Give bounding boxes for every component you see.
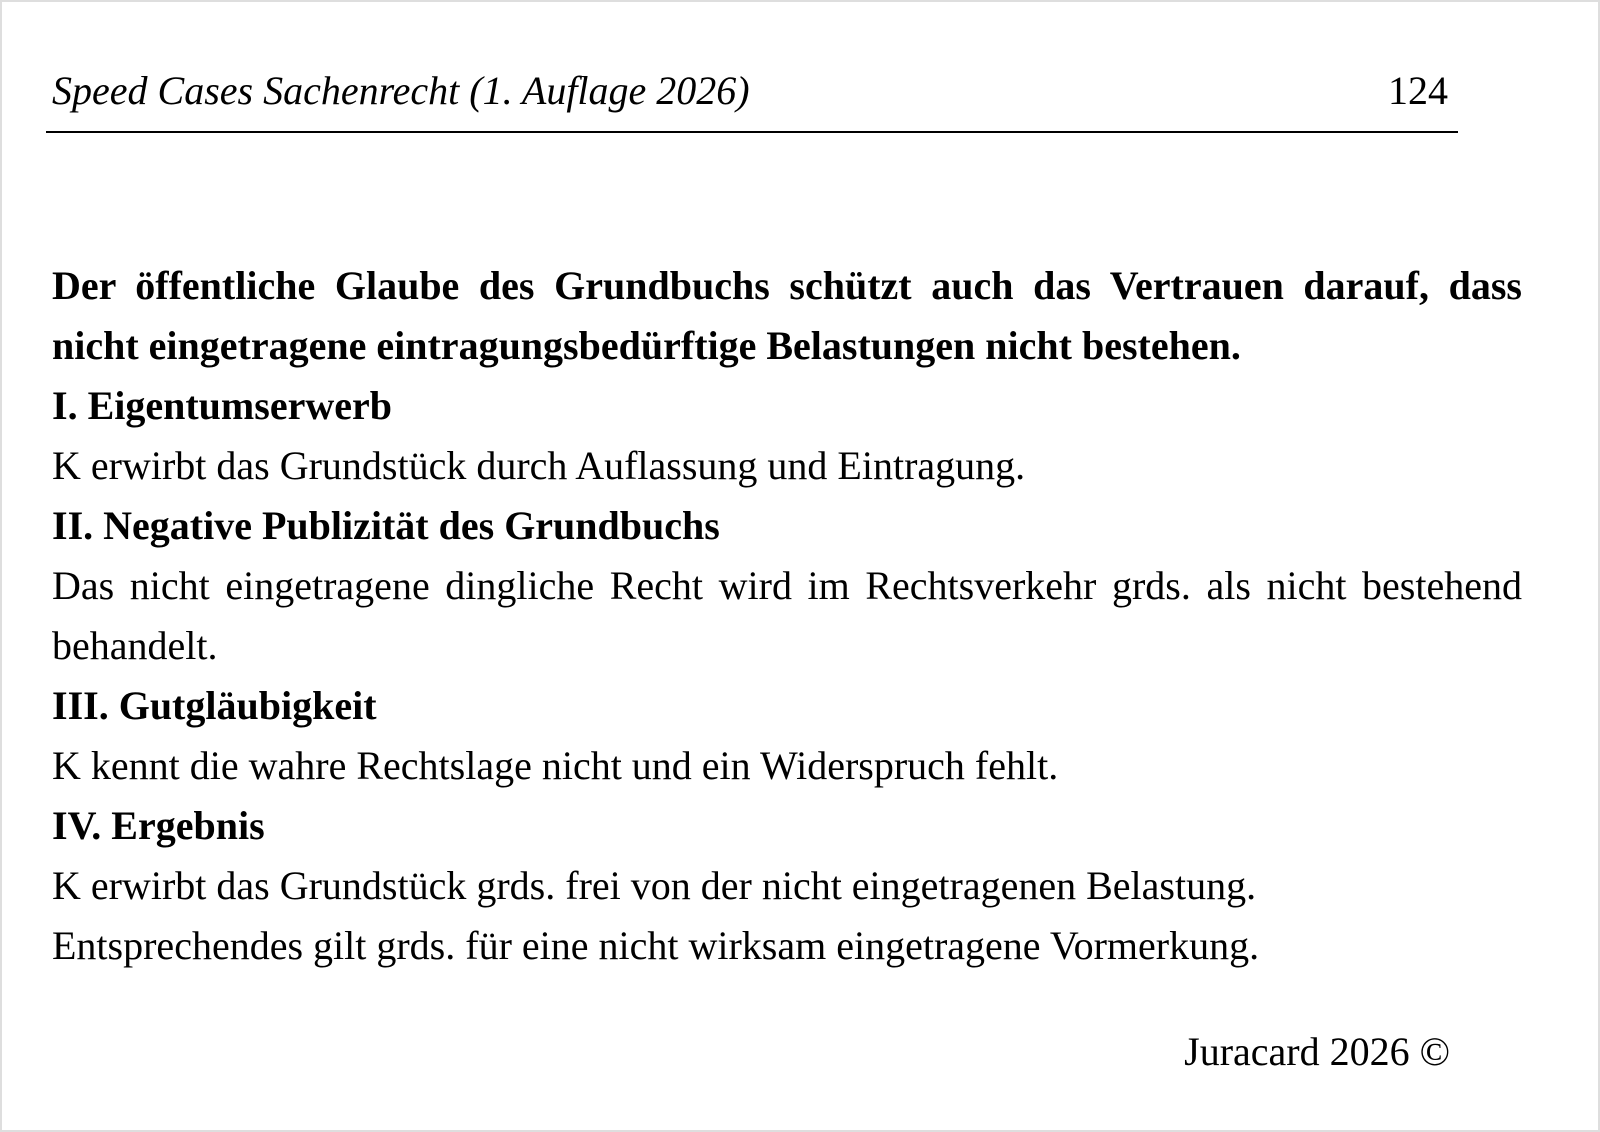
section-text-negative-publizitaet: Das nicht eingetragene dingliche Recht wird im Rechtsverkehr grds. als nicht bestehend behandelt. (52, 563, 1522, 668)
page-number: 124 (1388, 68, 1448, 113)
section-heading-ergebnis: IV. Ergebnis (52, 803, 265, 848)
section-text-ergebnis: K erwirbt das Grundstück grds. frei von der nicht eingetragenen Belastung. (52, 863, 1257, 908)
section-heading-negative-publizitaet: II. Negative Publizität des Grundbuchs (52, 503, 720, 548)
section-heading-gutglaeubigkeit: III. Gutgläubigkeit (52, 683, 377, 728)
section-heading-eigentumserwerb: I. Eigentumserwerb (52, 383, 392, 428)
section-text-eigentumserwerb: K erwirbt das Grundstück durch Auflassung und Eintragung. (52, 443, 1026, 488)
running-title: Speed Cases Sachenrecht (1. Auflage 2026) (52, 68, 750, 113)
section-text-gutglaeubigkeit: K kennt die wahre Rechtslage nicht und ein Widerspruch fehlt. (52, 743, 1059, 788)
copyright-footer: Juracard 2026 © (1184, 1029, 1450, 1074)
case-content (52, 256, 1522, 976)
header-divider (46, 131, 1458, 133)
section-text-ergebnis-vormerkung: Entsprechendes gilt grds. für eine nicht wirksam eingetragene Vormerkung. (52, 923, 1260, 968)
lead-statement: Der öffentliche Glaube des Grundbuchs schützt auch das Vertrauen darauf, dass nicht eingetragene eintragungsbedürftige Belastungen nicht bestehen. (52, 263, 1522, 368)
page-header (48, 64, 1458, 128)
